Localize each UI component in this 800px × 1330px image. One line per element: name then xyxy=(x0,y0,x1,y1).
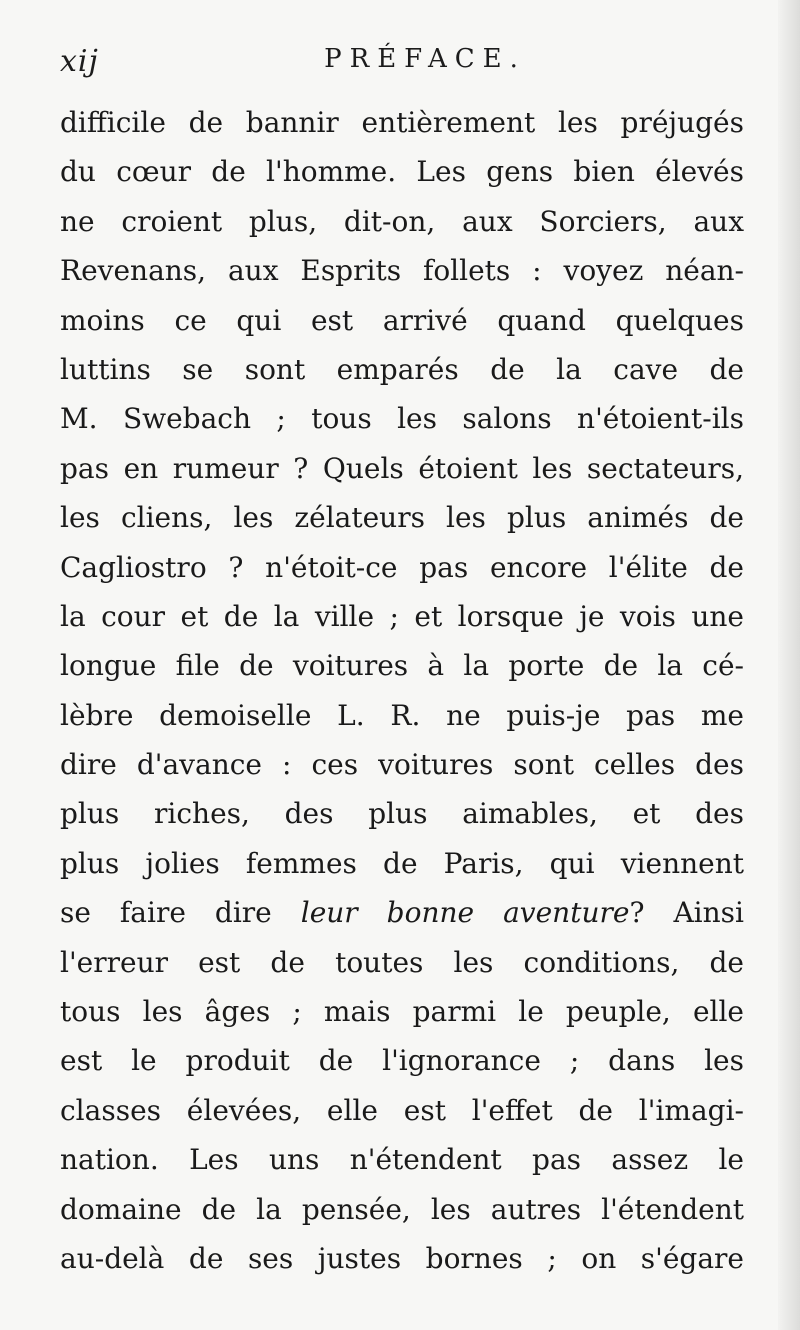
text-line: les cliens, les zélateurs les plus animés de xyxy=(60,501,744,535)
text-segment: ? Ainsi xyxy=(629,896,744,930)
text-line: l'erreur est de toutes les conditions, de xyxy=(60,945,744,979)
text-line: domaine de la pensée, les autres l'étendent xyxy=(60,1192,744,1226)
text-line: Cagliostro ? n'étoit-ce pas encore l'élite de xyxy=(60,550,744,584)
page-header xyxy=(60,44,750,84)
text-line: classes élevées, elle est l'effet de l'imagi- xyxy=(60,1093,744,1127)
text-line: la cour et de la ville ; et lorsque je vois une xyxy=(60,599,744,633)
text-line: longue file de voitures à la porte de la cé- xyxy=(60,649,744,683)
text-line: plus riches, des plus aimables, et des xyxy=(60,797,744,831)
text-line: plus jolies femmes de Paris, qui viennent xyxy=(60,846,744,880)
body-text xyxy=(60,98,744,1283)
text-segment: se faire dire xyxy=(60,896,301,930)
text-line: dire d'avance : ces voitures sont celles des xyxy=(60,748,744,782)
italic-phrase: leur bonne aventure xyxy=(300,896,630,930)
text-line: moins ce qui est arrivé quand quelques xyxy=(60,303,744,337)
text-line: nation. Les uns n'étendent pas assez le xyxy=(60,1143,744,1177)
running-head: PRÉFACE. xyxy=(324,44,526,74)
text-line: au-delà de ses justes bornes ; on s'égare xyxy=(60,1241,744,1275)
text-line: lèbre demoiselle L. R. ne puis-je pas me xyxy=(60,698,744,732)
text-line: luttins se sont emparés de la cave de xyxy=(60,352,744,386)
page-edge-shadow xyxy=(778,0,800,1330)
text-line: Revenans, aux Esprits follets : voyez néan- xyxy=(60,254,744,288)
text-line: M. Swebach ; tous les salons n'étoient-ils xyxy=(60,402,744,436)
text-line-with-italic xyxy=(60,888,744,937)
text-line: est le produit de l'ignorance ; dans les xyxy=(60,1044,744,1078)
text-line: tous les âges ; mais parmi le peuple, elle xyxy=(60,995,744,1029)
text-line: difficile de bannir entièrement les préjugés xyxy=(60,106,744,139)
text-line: pas en rumeur ? Quels étoient les sectateurs, xyxy=(60,451,744,485)
text-line: du cœur de l'homme. Les gens bien élevés xyxy=(60,155,744,189)
page-number: xij xyxy=(60,44,99,79)
text-line: ne croient plus, dit-on, aux Sorciers, aux xyxy=(60,204,744,238)
